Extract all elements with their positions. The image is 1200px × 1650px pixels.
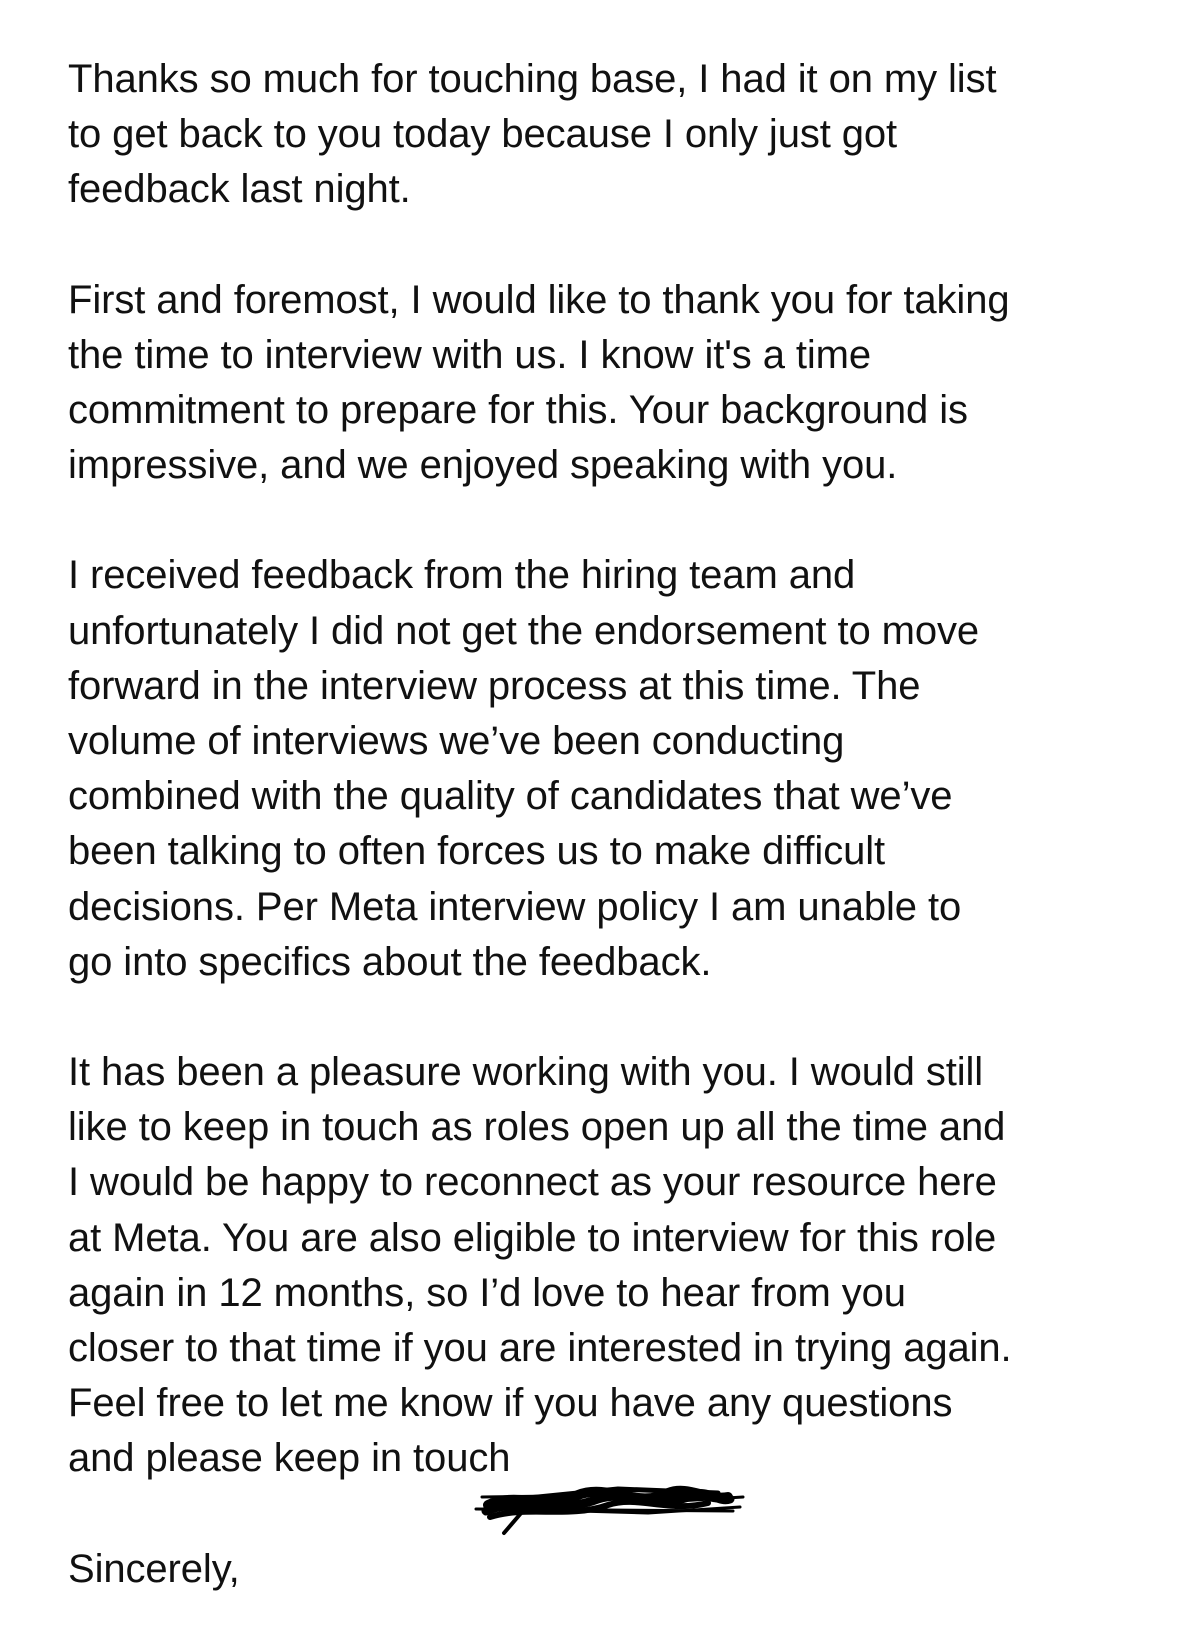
text-line: at Meta. You are also eligible to interview for this role <box>68 1215 997 1260</box>
text-line: forward in the interview process at this time. The <box>68 663 921 708</box>
text-line: First and foremost, I would like to thank you for taking <box>68 277 1010 322</box>
text-line: closer to that time if you are interested in trying again. <box>68 1326 1012 1371</box>
text-line: to get back to you today because I only just got <box>68 112 898 157</box>
paragraph-greeting <box>68 52 1168 218</box>
text-line: volume of interviews we’ve been conducting <box>68 719 845 764</box>
paragraph-feedback <box>68 548 1168 990</box>
text-line: feedback last night. <box>68 167 411 212</box>
text-line: again in 12 months, so I’d love to hear from you <box>68 1270 906 1315</box>
text-line-last <box>68 1431 1168 1486</box>
text-line: like to keep in touch as roles open up all the time and <box>68 1105 1006 1150</box>
last-line-text: and please keep in touch <box>68 1436 511 1481</box>
text-line: impressive, and we enjoyed speaking with you. <box>68 443 898 488</box>
text-line: I would be happy to reconnect as your resource here <box>68 1160 997 1205</box>
text-line: unfortunately I did not get the endorsement to move <box>68 608 980 653</box>
text-line: I received feedback from the hiring team and <box>68 553 856 598</box>
text-line: Thanks so much for touching base, I had it on my list <box>68 57 997 101</box>
text-line: Feel free to let me know if you have any questions <box>68 1381 953 1426</box>
paragraph-closing <box>68 1045 1168 1487</box>
signoff: Sincerely, <box>68 1546 240 1591</box>
text-line: commitment to prepare for this. Your background is <box>68 388 968 433</box>
text-line: decisions. Per Meta interview policy I am unable to <box>68 884 962 929</box>
text-line: combined with the quality of candidates that we’ve <box>68 774 953 819</box>
redaction-scribble <box>478 1475 778 1535</box>
text-line: been talking to often forces us to make difficult <box>68 829 886 874</box>
email-body <box>68 52 1168 1597</box>
text-line: It has been a pleasure working with you. I would still <box>68 1050 984 1095</box>
paragraph-thanks <box>68 273 1168 494</box>
text-line: the time to interview with us. I know it's a time <box>68 332 872 377</box>
text-line: go into specifics about the feedback. <box>68 939 712 984</box>
